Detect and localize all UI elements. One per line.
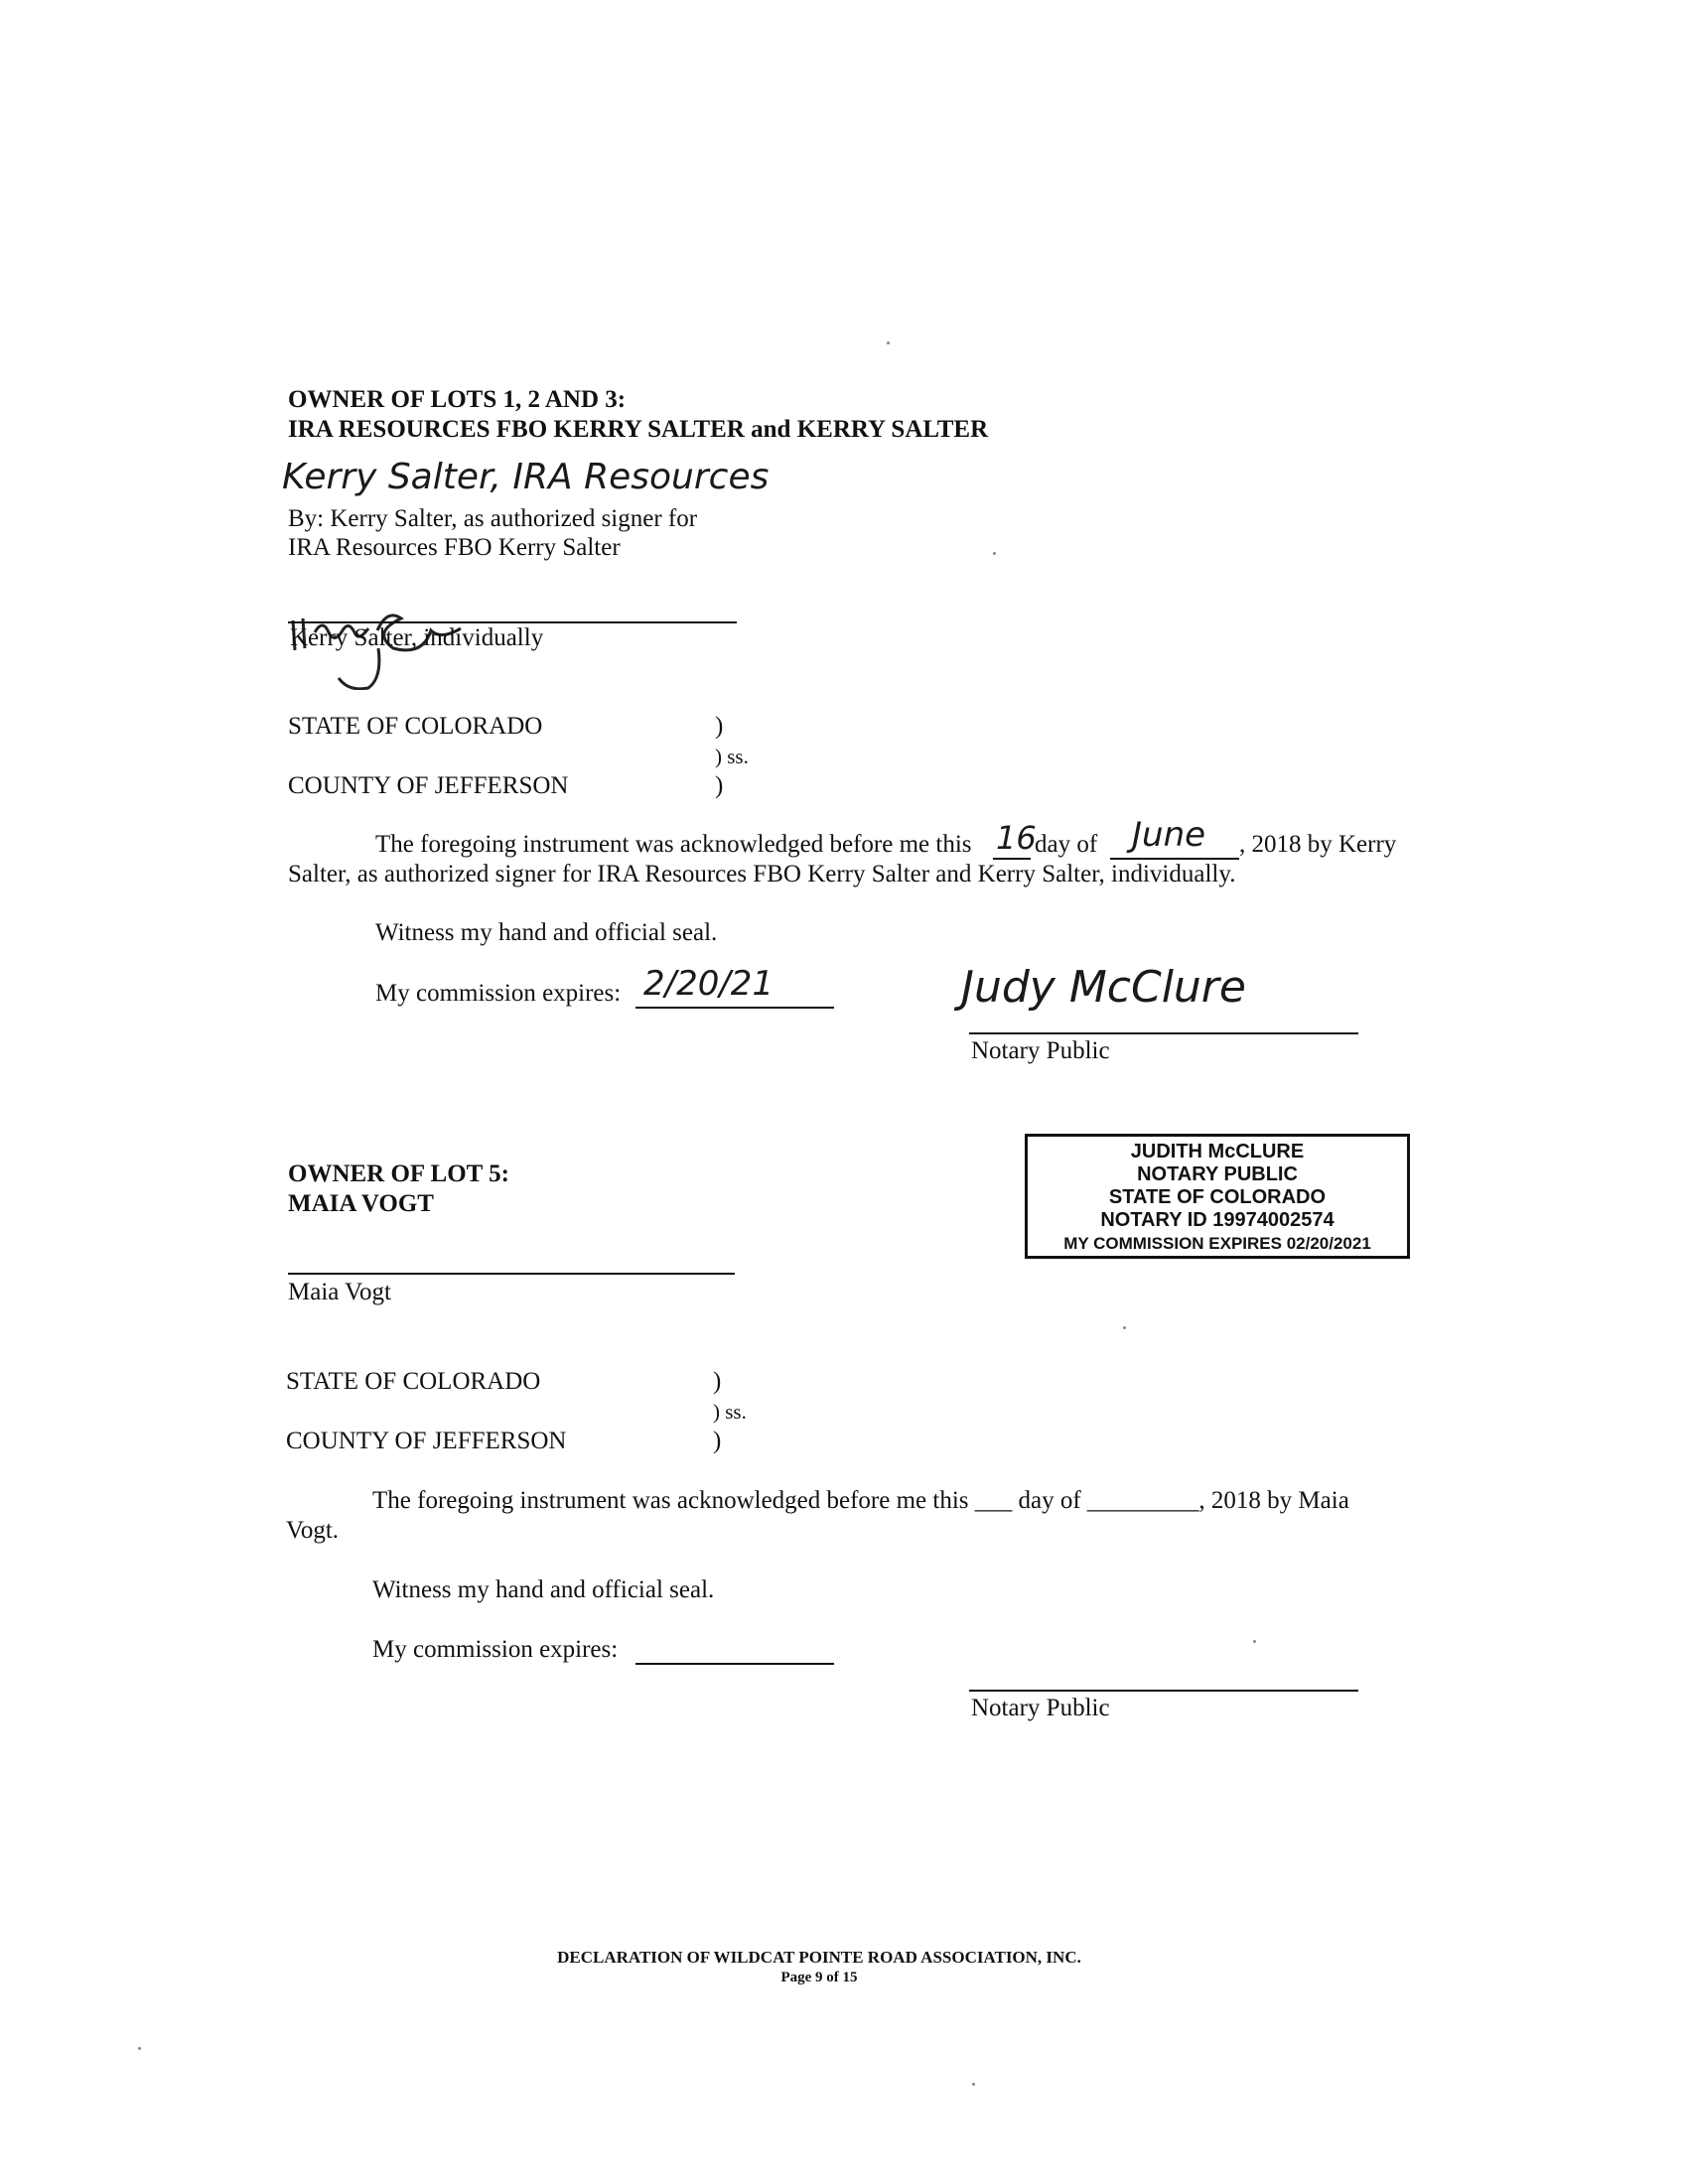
scan-speck xyxy=(138,2047,141,2050)
stamp-name: JUDITH McCLURE xyxy=(1130,1141,1305,1162)
ss-label: ) ss. xyxy=(715,745,749,768)
notary-public-label-1: Notary Public xyxy=(971,1037,1110,1064)
county-label: COUNTY OF JEFFERSON xyxy=(288,772,569,799)
paren-2: ) xyxy=(715,772,724,799)
salter-ira-signature: Kerry Salter, IRA Resources xyxy=(282,457,770,497)
ack-sentence-line2: Salter, as authorized signer for IRA Resources FBO Kerry Salter and Kerry Salter, individually. xyxy=(288,861,1236,887)
ss-label-2: ) ss. xyxy=(713,1400,747,1424)
scan-speck xyxy=(993,552,996,555)
by-line-2: IRA Resources FBO Kerry Salter xyxy=(288,534,621,561)
ack-sentence-start: The foregoing instrument was acknowledged before me this xyxy=(375,831,972,858)
footer-title: DECLARATION OF WILDCAT POINTE ROAD ASSOCIATION, INC. xyxy=(557,1948,1081,1967)
individual-label: Kerry Salter, individually xyxy=(290,624,544,651)
owner-lot5-heading: OWNER OF LOT 5: xyxy=(288,1160,509,1187)
state-label-2: STATE OF COLORADO xyxy=(286,1368,541,1395)
stamp-expiration: MY COMMISSION EXPIRES 02/20/2021 xyxy=(1063,1234,1371,1253)
scan-speck xyxy=(1123,1326,1126,1329)
ack2-line1: The foregoing instrument was acknowledged before me this ___ day of _________, 2018 by Maia xyxy=(372,1487,1349,1514)
ack-year-by: , 2018 by Kerry xyxy=(1239,831,1397,858)
commission-label: My commission expires: xyxy=(375,980,622,1007)
owner-lots-names: IRA RESOURCES FBO KERRY SALTER and KERRY SALTER xyxy=(288,416,989,443)
notary-signature: Judy McClure xyxy=(961,962,1246,1013)
owner-lots-heading: OWNER OF LOTS 1, 2 AND 3: xyxy=(288,386,627,413)
commission-date-handwritten: 2/20/21 xyxy=(643,964,774,1004)
scan-speck xyxy=(887,341,890,344)
stamp-notary-id: NOTARY ID 19974002574 xyxy=(1100,1209,1335,1231)
ack-day-handwritten: 16 xyxy=(996,819,1037,857)
ack-month-handwritten: June xyxy=(1132,815,1206,855)
paren-1: ) xyxy=(715,713,724,740)
state-label: STATE OF COLORADO xyxy=(288,713,543,740)
stamp-state: STATE OF COLORADO xyxy=(1108,1186,1327,1208)
ack2-line2: Vogt. xyxy=(286,1517,340,1544)
notary-public-label-2: Notary Public xyxy=(971,1695,1110,1721)
paren-3: ) xyxy=(713,1368,722,1395)
commission-label-2: My commission expires: xyxy=(372,1636,619,1663)
by-line-1: By: Kerry Salter, as authorized signer for xyxy=(288,505,698,532)
stamp-title: NOTARY PUBLIC xyxy=(1137,1163,1298,1185)
witness-text-2: Witness my hand and official seal. xyxy=(372,1576,715,1603)
scan-speck xyxy=(972,2083,975,2086)
maia-vogt-signer-label: Maia Vogt xyxy=(288,1279,391,1305)
paren-4: ) xyxy=(713,1428,722,1454)
scan-speck xyxy=(1253,1640,1256,1643)
owner-lot5-name: MAIA VOGT xyxy=(288,1190,434,1217)
footer-page-number: Page 9 of 15 xyxy=(780,1970,858,1985)
county-label-2: COUNTY OF JEFFERSON xyxy=(286,1428,567,1454)
notary-stamp xyxy=(1025,1134,1410,1259)
ack-day-of: day of xyxy=(1035,831,1098,858)
witness-text: Witness my hand and official seal. xyxy=(375,919,718,946)
